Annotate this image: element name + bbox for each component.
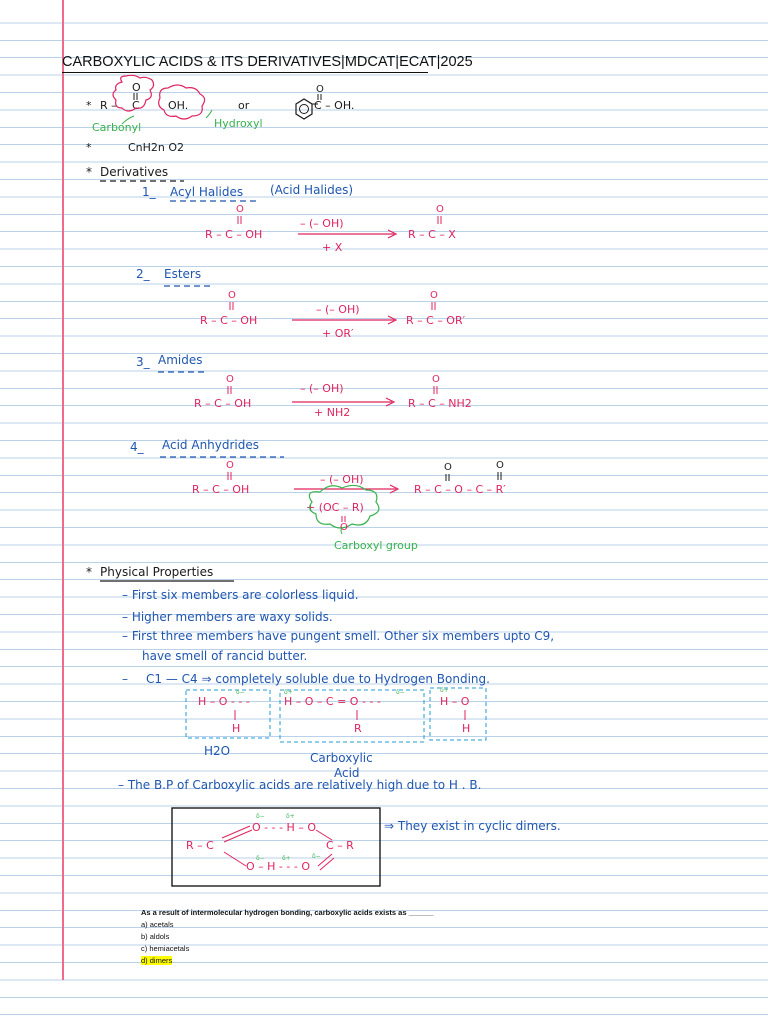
bullet: *: [86, 141, 92, 154]
derivative-alt-name: (Acid Halides): [270, 183, 354, 197]
derivative-number: 1_: [142, 185, 156, 199]
or-text: or: [238, 99, 250, 112]
svg-text:δ+: δ+: [440, 687, 449, 694]
property-point: – The B.P of Carboxylic acids are relatively high due to H . B.: [118, 778, 482, 792]
structure-oh: OH.: [168, 99, 189, 112]
water-box: [430, 688, 486, 740]
general-formula: CnH2n O2: [128, 141, 185, 154]
option-b: b) aldols: [141, 932, 170, 941]
bullet: *: [86, 165, 92, 179]
derivative-number: 2_: [136, 267, 150, 281]
option-a: a) acetals: [141, 920, 174, 929]
bullet: *: [86, 99, 92, 112]
derivative-name: Acyl Halides: [170, 185, 244, 199]
svg-text:O: O: [226, 460, 234, 471]
product: R – C – X: [408, 228, 456, 241]
acid-label: Acid: [334, 766, 360, 780]
derivative-name: Esters: [164, 267, 202, 281]
arrow: [122, 116, 134, 124]
reagent-added: + (OC – R): [306, 501, 364, 514]
derivative-number: 4_: [130, 440, 144, 454]
reactant: R – C – OH: [194, 397, 252, 410]
dimer-r-left: R – C: [186, 839, 214, 852]
reactant: R – C – OH: [205, 228, 263, 241]
acid-box: [280, 690, 424, 742]
benzene-ring: [296, 99, 312, 119]
reagent-removed: – (– OH): [300, 382, 344, 395]
derivatives-heading: Derivatives: [100, 165, 169, 179]
svg-text:O: O: [226, 374, 234, 385]
dimer-r-right: C – R: [326, 839, 354, 852]
benzoic-acid-formula: C – OH.: [314, 99, 355, 112]
structure-carbonyl-o: O: [132, 81, 141, 94]
water-h: H: [232, 722, 241, 735]
property-point: – First six members are colorless liquid.: [122, 588, 359, 602]
carboxyl-group-label: Carboxyl group: [334, 539, 418, 552]
property-point: have smell of rancid butter.: [142, 649, 308, 663]
product: R – C – NH2: [408, 397, 472, 410]
svg-text:O: O: [430, 290, 438, 301]
carbonyl-scribble: [113, 75, 154, 111]
acid-r-group: R: [354, 722, 362, 735]
hydroxyl-scribble: [159, 85, 205, 119]
property-point: – First three members have pungent smell. Other six members upto C9,: [122, 629, 555, 643]
water-h: H: [462, 722, 471, 735]
property-point: C1 — C4 ⇒ completely soluble due to Hydrogen Bonding.: [146, 672, 490, 686]
reagent-removed: – (– OH): [300, 217, 344, 230]
acid-molecule: H – O – C = O - - -: [284, 695, 381, 708]
dimer-top: O - - - H – O: [252, 821, 316, 834]
product: R – C – O – C – R′: [414, 483, 506, 496]
dimer-note: ⇒ They exist in cyclic dimers.: [384, 819, 561, 833]
reagent-added: + NH2: [314, 406, 351, 419]
dimer-bottom: O – H - - - O: [246, 860, 310, 873]
option-d-answer: d) dimers: [141, 956, 173, 965]
svg-text:O: O: [432, 374, 440, 385]
structure-c: C: [132, 99, 140, 112]
svg-text:δ−: δ−: [312, 853, 321, 860]
svg-text:δ−: δ−: [396, 689, 405, 696]
structure-r: R –: [100, 99, 117, 112]
derivative-name: Amides: [158, 353, 203, 367]
svg-text:δ−: δ−: [236, 689, 245, 696]
reactant: R – C – OH: [200, 314, 258, 327]
svg-text:O: O: [496, 460, 504, 471]
option-c: c) hemiacetals: [141, 944, 190, 953]
reagent-added: + OR′: [322, 327, 354, 340]
water-molecule: H – O - - -: [198, 695, 250, 708]
svg-text:O: O: [236, 204, 244, 215]
property-point: – Higher members are waxy solids.: [122, 610, 333, 624]
product: R – C – OR′: [406, 314, 466, 327]
page-title: CARBOXYLIC ACIDS & ITS DERIVATIVES|MDCAT|ECAT|2025: [62, 54, 473, 70]
reagent-added: + X: [322, 241, 343, 254]
water-label: H2O: [204, 744, 231, 758]
question-stem: As a result of intermolecular hydrogen bonding, carboxylic acids exists as ______: [141, 908, 434, 917]
svg-text:O: O: [228, 290, 236, 301]
svg-text:δ+: δ+: [282, 855, 291, 862]
reactant: R – C – OH: [192, 483, 250, 496]
dash: –: [122, 672, 128, 686]
dimer-box: [172, 808, 380, 886]
water-box: [186, 690, 270, 738]
reagent-removed: – (– OH): [316, 303, 360, 316]
derivative-name: Acid Anhydrides: [162, 438, 260, 452]
svg-text:O: O: [316, 84, 324, 95]
svg-text:δ−: δ−: [256, 813, 265, 820]
svg-text:O: O: [436, 204, 444, 215]
hydroxyl-label: Hydroxyl: [214, 117, 263, 130]
svg-text:O: O: [340, 522, 348, 533]
svg-text:δ−: δ−: [256, 855, 265, 862]
water-molecule: H – O: [440, 695, 470, 708]
derivative-number: 3_: [136, 355, 150, 369]
acid-label: Carboxylic: [310, 751, 373, 765]
arrow: [206, 110, 212, 118]
carbonyl-label: Carbonyl: [92, 121, 142, 134]
physical-properties-heading: Physical Properties: [100, 565, 214, 579]
bullet: *: [86, 565, 92, 579]
svg-text:O: O: [444, 462, 452, 473]
reagent-removed: – (– OH): [320, 473, 364, 486]
svg-text:δ+: δ+: [284, 689, 293, 696]
svg-text:δ+: δ+: [286, 813, 295, 820]
